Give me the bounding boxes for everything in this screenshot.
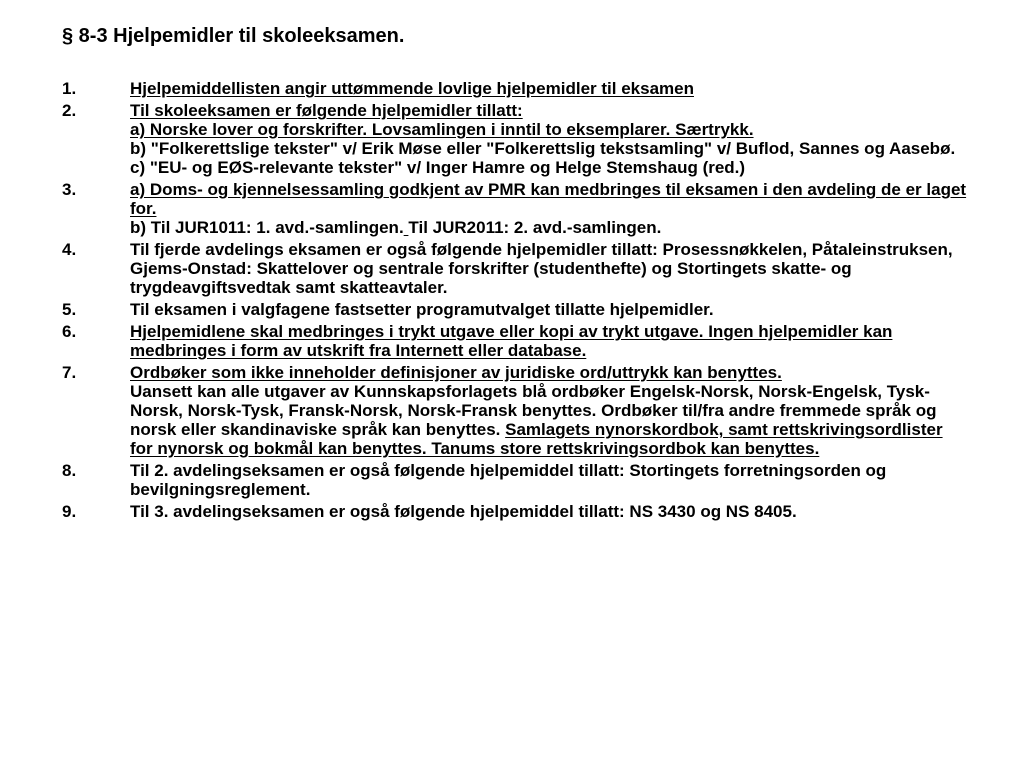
list-item [62,101,967,177]
list-item-line [130,79,967,98]
list-item-number: 9. [62,502,77,521]
underlined-text: Til skoleeksamen er følgende hjelpemidler tillatt: [130,101,523,120]
list-item-line [130,120,967,139]
list-item-body [130,461,967,499]
list-item-body [130,79,967,98]
text-segment: Til fjerde avdelings eksamen er også følgende hjelpemidler tillatt: Prosessnøkkelen, Påtaleinstruksen, Gjems-Onstad: Skattelover og sentrale forskrifter (studenthefte) og Stortingets skatte- og trygdeavgiftsvedtak samt skatteavtaler. [130,240,953,297]
list-item-line [130,158,967,177]
list-item-line [130,139,967,158]
list-item [62,502,967,521]
list-item-line [130,101,967,120]
list-item-line [130,502,967,521]
list-item-number: 5. [62,300,77,319]
underlined-text: a) Doms- og kjennelsessamling godkjent av PMR kan medbringes til eksamen i den avdeling de er laget for. [130,180,967,218]
text-segment: Uansett kan alle utgaver av Kunnskapsforlagets blå ordbøker Engelsk-Norsk, Norsk-Engelsk, Tysk-Norsk, Norsk-Tysk, Fransk-Norsk, Norsk-Fransk benyttes. Ordbøker til/fra andre fremmede språk og norsk eller skandinaviske språk kan benyttes. [130,382,937,439]
list-item [62,322,967,360]
list-item [62,180,967,237]
list-item-line [130,363,967,382]
list-item-line [130,461,967,499]
list-item-body [130,502,967,521]
list-item-line [130,240,967,297]
underlined-text: Hjelpemiddellisten angir uttømmende lovlige hjelpemidler til eksamen [130,79,694,98]
page-title: § 8-3 Hjelpemidler til skoleeksamen. [62,25,405,47]
text-segment: Til 3. avdelingseksamen er også følgende hjelpemiddel tillatt: NS 3430 og NS 8405. [130,502,797,521]
list-item-number: 2. [62,101,77,120]
text-segment: c) "EU- og EØS-relevante tekster" v/ Inger Hamre og Helge Stemshaug (red.) [130,158,746,177]
underlined-text: a) Norske lover og forskrifter. Lovsamlingen i inntil to eksemplarer. Særtrykk. [130,120,754,139]
list-item-body [130,101,967,177]
list-item [62,79,967,98]
underlined-text: Ordbøker som ikke inneholder definisjoner av juridiske ord/uttrykk kan benyttes. [130,363,782,382]
underlined-text: Samlagets nynorskordbok, samt rettskrivingsordlister for nynorsk og bokmål kan benyttes. Tanums store rettskrivingsordbok kan benyttes. [130,420,943,458]
list-item-line [130,382,967,458]
list-item-body [130,363,967,458]
list-item [62,363,967,458]
list-item-line [130,218,967,237]
list-item-body [130,300,967,319]
text-segment: b) Til JUR1011: 1. avd.-samlingen. [130,218,404,237]
list-item [62,240,967,297]
list-item [62,461,967,499]
list-item-number: 3. [62,180,77,199]
list-item-line [130,180,967,218]
list-item-body [130,180,967,237]
rules-list [62,79,967,524]
list-item-line [130,322,967,360]
list-item-body [130,322,967,360]
list-item-number: 6. [62,322,77,341]
list-item-number: 4. [62,240,77,259]
text-segment: Til 2. avdelingseksamen er også følgende hjelpemiddel tillatt: Stortingets forretningsorden og bevilgningsreglement. [130,461,887,499]
list-item-body [130,240,967,297]
list-item-number: 1. [62,79,77,98]
text-segment: b) "Folkerettslige tekster" v/ Erik Møse eller "Folkerettslig tekstsamling" v/ Buflod, Sannes og Aasebø. [130,139,956,158]
list-item [62,300,967,319]
text-segment: Til JUR2011: 2. avd.-samlingen. [408,218,662,237]
underlined-text: Hjelpemidlene skal medbringes i trykt utgave eller kopi av trykt utgave. Ingen hjelpemidler kan medbringes i form av utskrift fra Internett eller database. [130,322,893,360]
list-item-line [130,300,967,319]
list-item-number: 8. [62,461,77,480]
text-segment: Til eksamen i valgfagene fastsetter programutvalget tillatte hjelpemidler. [130,300,714,319]
list-item-number: 7. [62,363,77,382]
